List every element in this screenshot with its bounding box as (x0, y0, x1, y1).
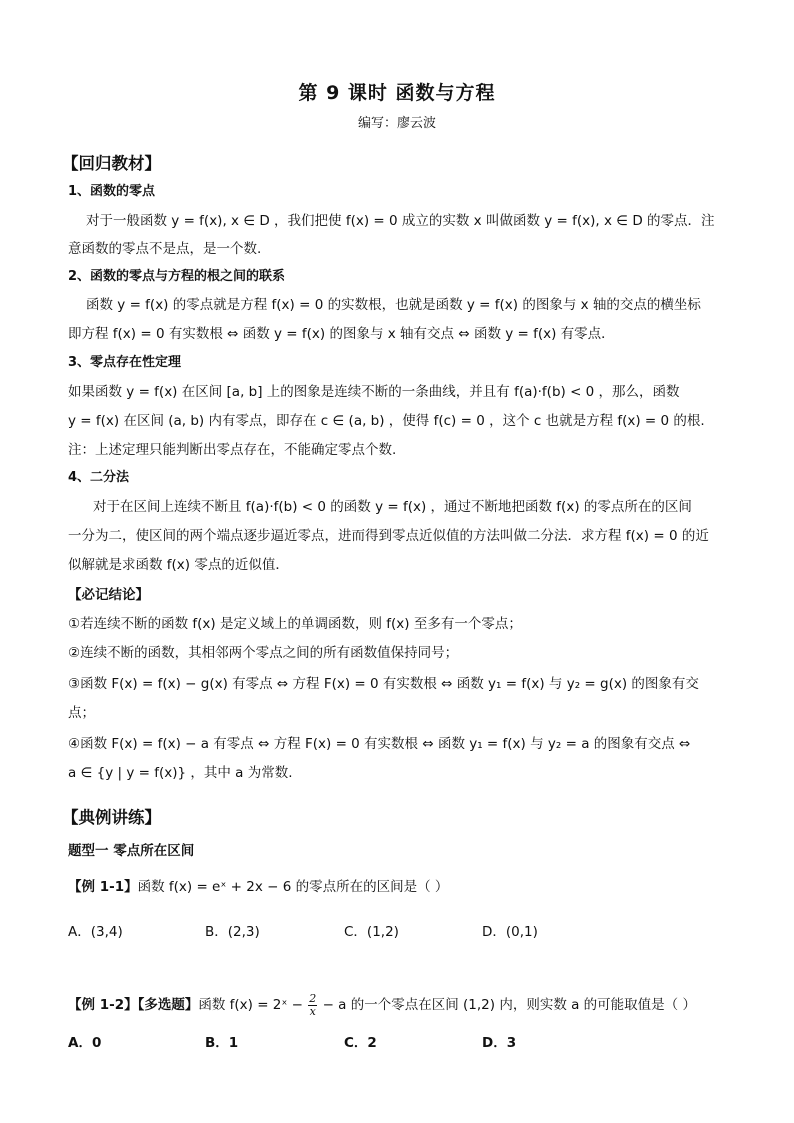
item-4-line-2: 一分为二，使区间的两个端点逐步逼近零点，进而得到零点近似值的方法叫做二分法．求方程 f(x) = 0 的近 (68, 528, 709, 544)
item-3-line-1: 如果函数 y = f(x) 在区间 [a, b] 上的图象是连续不断的一条曲线，并且有 f(a)·f(b) < 0 ，那么，函数 (68, 384, 680, 400)
conclusion-2: ②连续不断的函数，其相邻两个零点之间的所有函数值保持同号； (68, 645, 459, 661)
item-3-line-2: y = f(x) 在区间 (a, b) 内有零点，即存在 c ∈ (a, b) ，使得 f(c) = 0 ，这个 c 也就是方程 f(x) = 0 的根. (68, 413, 705, 429)
item-2-line-1: 函数 y = f(x) 的零点就是方程 f(x) = 0 的实数根，也就是函数 y = f(x) 的图象与 x 轴的交点的横坐标 (86, 297, 701, 313)
example-1-2-choice-d: D．3 (482, 1035, 517, 1051)
item-3-note: 注：上述定理只能判断出零点存在，不能确定零点个数. (68, 442, 397, 458)
item-2-line-2: 即方程 f(x) = 0 有实数根 ⇔ 函数 y = f(x) 的图象与 x 轴有交点 ⇔ 函数 y = f(x) 有零点． (68, 326, 615, 342)
example-1-2-text-pre: 函数 f(x) = 2ˣ − (198, 997, 308, 1013)
example-1-1 (68, 878, 448, 896)
topic-heading: 题型一 零点所在区间 (68, 843, 195, 859)
example-1-2-label: 【例 1-2】【多选题】 (68, 997, 199, 1013)
example-1-1-choice-d: D．(0,1) (482, 924, 538, 940)
fraction (308, 993, 317, 1018)
item-1-line-2: 意函数的零点不是点，是一个数. (68, 241, 262, 257)
author-line: 编写：廖云波 (357, 116, 436, 131)
example-1-2-choice-b: B．1 (205, 1035, 239, 1051)
example-1-1-text: 函数 f(x) = eˣ + 2x − 6 的零点所在的区间是（ ） (137, 879, 449, 895)
section-heading-review: 【回归教材】 (62, 154, 161, 173)
conclusion-3-cont: 点； (68, 705, 95, 721)
item-1-line-1: 对于一般函数 y = f(x), x ∈ D ，我们把使 f(x) = 0 成立的实数 x 叫做函数 y = f(x), x ∈ D 的零点．注 (86, 213, 715, 229)
example-1-1-choice-c: C．(1,2) (344, 924, 399, 940)
item-4-line-1: 对于在区间上连续不断且 f(a)·f(b) < 0 的函数 y = f(x) ，通过不断地把函数 f(x) 的零点所在的区间 (93, 499, 692, 515)
conclusion-1: ①若连续不断的函数 f(x) 是定义域上的单调函数，则 f(x) 至多有一个零点； (68, 616, 522, 632)
item-2-heading: 2、函数的零点与方程的根之间的联系 (68, 269, 286, 284)
example-1-2-choice-a: A．0 (68, 1035, 102, 1051)
fraction-denominator: x (309, 1004, 316, 1018)
conclusion-3: ③函数 F(x) = f(x) − g(x) 有零点 ⇔ 方程 F(x) = 0 有实数根 ⇔ 函数 y₁ = f(x) 与 y₂ = g(x) 的图象有交 (68, 676, 699, 692)
fraction-numerator: 2 (309, 991, 317, 1005)
item-1-heading: 1、函数的零点 (68, 184, 156, 199)
conclusions-heading: 【必记结论】 (68, 587, 149, 603)
example-1-2 (68, 991, 696, 1019)
conclusion-4-cont: a ∈ {y | y = f(x)} ，其中 a 为常数. (68, 765, 293, 781)
item-4-line-3: 似解就是求函数 f(x) 零点的近似值． (68, 557, 289, 573)
item-3-heading: 3、零点存在性定理 (68, 355, 182, 370)
page-title: 第 9 课时 函数与方程 (298, 82, 496, 104)
example-1-1-choice-a: A．(3,4) (68, 924, 123, 940)
conclusion-4: ④函数 F(x) = f(x) − a 有零点 ⇔ 方程 F(x) = 0 有实数根 ⇔ 函数 y₁ = f(x) 与 y₂ = a 的图象有交点 ⇔ (68, 736, 691, 752)
item-4-heading: 4、二分法 (68, 470, 130, 485)
example-1-1-choice-b: B．(2,3) (205, 924, 260, 940)
example-1-2-choice-c: C．2 (344, 1035, 377, 1051)
section-heading-examples: 【典例讲练】 (62, 808, 161, 827)
example-1-1-label: 【例 1-1】 (68, 879, 138, 895)
example-1-2-text-post: − a 的一个零点在区间 (1,2) 内，则实数 a 的可能取值是（ ） (318, 997, 696, 1013)
